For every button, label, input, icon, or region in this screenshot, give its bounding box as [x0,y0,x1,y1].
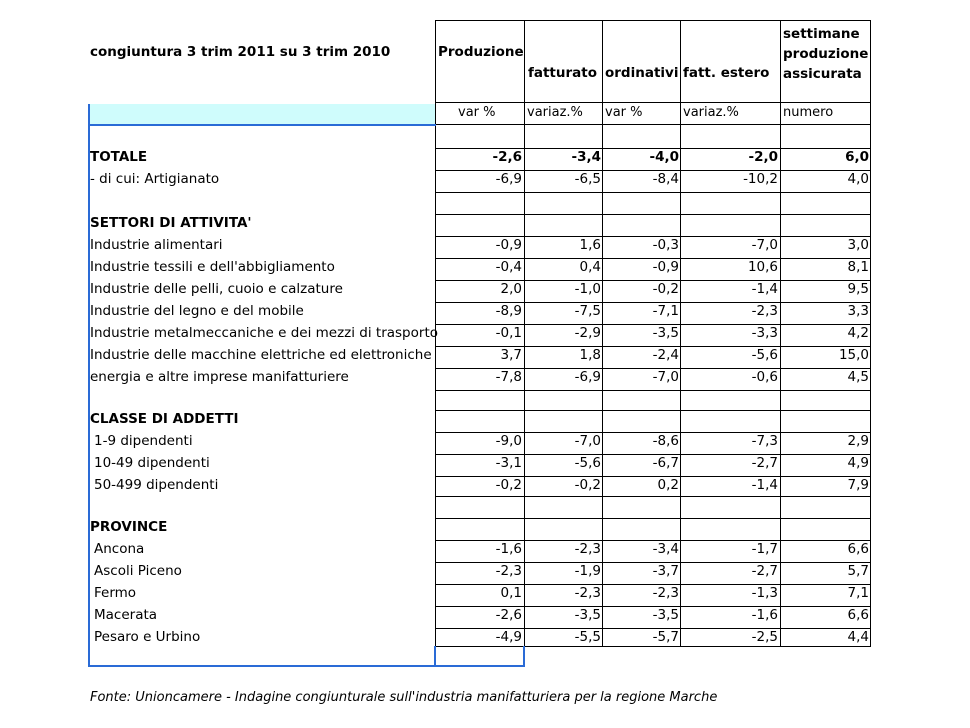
row-label: - di cui: Artigianato [90,171,220,187]
header-settimane-line3: assicurata [783,66,862,82]
cell-value: -2,0 [748,149,778,165]
cell-value: 3,0 [847,237,869,253]
cell-value: -2,9 [574,325,601,341]
row-label: Industrie metalmeccaniche e dei mezzi di trasporto [90,325,438,341]
cell-value: -2,6 [492,149,522,165]
row-label: Industrie alimentari [90,237,223,253]
cell-value: -3,7 [652,563,679,579]
row-label: Pesaro e Urbino [94,629,201,645]
cell-value: 10,6 [747,259,778,275]
cell-value: -3,3 [751,325,778,341]
unit-produzione: var % [458,105,496,120]
cell-value: 3,7 [500,347,522,363]
cell-value: 3,3 [847,303,869,319]
row-label: Ascoli Piceno [94,563,182,579]
header-fatt-estero: fatt. estero [683,65,770,81]
section-heading: CLASSE DI ADDETTI [90,411,239,427]
cell-value: 4,2 [847,325,869,341]
cell-value: -2,3 [751,303,778,319]
row-label: Industrie del legno e del mobile [90,303,304,319]
cell-value: 2,0 [500,281,522,297]
cell-value: -6,7 [652,455,679,471]
grid-hline-0 [435,20,871,21]
unit-fatt-estero: variaz.% [683,105,739,120]
cell-value: 6,0 [845,149,869,165]
cell-value: 6,6 [847,541,869,557]
cell-value: 7,9 [847,477,869,493]
cell-value: -6,9 [574,369,601,385]
header-settimane-line1: settimane [783,26,860,42]
cell-value: -10,2 [743,171,778,187]
cell-value: -4,9 [495,629,522,645]
cell-value: -2,3 [574,585,601,601]
cell-value: -7,8 [495,369,522,385]
cell-value: -1,9 [574,563,601,579]
header-ordinativi: ordinativi [605,65,679,81]
cell-value: -2,6 [495,607,522,623]
cell-value: 9,5 [847,281,869,297]
unit-settimane: numero [783,105,834,120]
cell-value: -2,3 [495,563,522,579]
cell-value: 5,7 [847,563,869,579]
cell-value: -3,4 [652,541,679,557]
cell-value: -0,9 [652,259,679,275]
grid-vline-2 [602,20,603,646]
grid-vline-1 [524,20,525,646]
grid-hline-19 [435,496,871,497]
cell-value: 1,8 [579,347,601,363]
cell-value: -3,4 [571,149,601,165]
cell-value: 4,9 [847,455,869,471]
selection-border-left [88,104,90,667]
cell-value: 0,4 [579,259,601,275]
cell-value: -2,3 [574,541,601,557]
cell-value: -5,6 [574,455,601,471]
row-label: energia e altre imprese manifatturiere [90,369,349,385]
selection-border-top [88,124,436,126]
cell-value: 1,6 [579,237,601,253]
cell-value: -9,0 [495,433,522,449]
cell-value: -0,1 [495,325,522,341]
grid-hline-20 [435,518,871,519]
source-note: Fonte: Unioncamere - Indagine congiunturale sull'industria manifatturiera per la regione Marche [90,690,718,705]
row-label: 50-499 dipendenti [94,477,219,493]
row-label: Macerata [94,607,158,623]
cell-value: -1,0 [574,281,601,297]
row-label: TOTALE [90,149,148,165]
cell-value: -0,6 [751,369,778,385]
cell-value: -1,7 [751,541,778,557]
header-fatturato: fatturato [528,65,597,81]
cell-value: -2,4 [652,347,679,363]
cell-value: -1,4 [751,477,778,493]
cell-value: -0,2 [574,477,601,493]
cell-value: -5,6 [751,347,778,363]
cell-value: 0,2 [657,477,679,493]
unit-ordinativi: var % [605,105,643,120]
cell-value: 0,1 [500,585,522,601]
grid-hline-2 [435,124,871,125]
cell-value: 8,1 [847,259,869,275]
cell-value: -0,3 [652,237,679,253]
cell-value: -3,5 [652,607,679,623]
grid-vline-4 [780,20,781,646]
row-label: Industrie delle pelli, cuoio e calzature [90,281,343,297]
grid-hline-6 [435,214,871,215]
cell-value: -8,4 [652,171,679,187]
grid-hline-15 [435,410,871,411]
grid-hline-26 [435,646,871,647]
section-heading: SETTORI DI ATTIVITA' [90,215,252,231]
cell-value: -7,1 [652,303,679,319]
section-heading: PROVINCE [90,519,168,535]
grid-hline-1 [435,102,871,103]
cell-value: -6,5 [574,171,601,187]
row-label: 10-49 dipendenti [94,455,210,471]
cell-value: 7,1 [847,585,869,601]
grid-hline-5 [435,192,871,193]
cell-value: -0,2 [495,477,522,493]
cell-value: -2,7 [751,455,778,471]
row-label: Ancona [94,541,145,557]
cell-value: -1,4 [751,281,778,297]
row-label: 1-9 dipendenti [94,433,193,449]
grid-hline-14 [435,390,871,391]
cell-value: -7,0 [751,237,778,253]
grid-vline-3 [680,20,681,646]
cell-value: -2,7 [751,563,778,579]
cell-value: -5,5 [574,629,601,645]
cell-value: -7,0 [574,433,601,449]
cell-value: -7,0 [652,369,679,385]
cell-value: -3,5 [652,325,679,341]
cell-value: -2,3 [652,585,679,601]
selection-border-cell-right [523,646,525,667]
row-label: Industrie delle macchine elettriche ed elettroniche [90,347,432,363]
header-settimane-line2: produzione [783,46,869,62]
cell-value: -0,4 [495,259,522,275]
cell-value: 4,0 [847,171,869,187]
cell-value: -6,9 [495,171,522,187]
cell-value: 2,9 [847,433,869,449]
cell-value: -1,3 [751,585,778,601]
cell-value: -1,6 [495,541,522,557]
cell-value: -8,9 [495,303,522,319]
grid-vline-5 [870,20,871,646]
cell-value: -0,2 [652,281,679,297]
cell-value: 4,4 [847,629,869,645]
cell-value: -1,6 [751,607,778,623]
selection-border-bottom [88,665,525,667]
header-produzione: Produzione [438,44,524,60]
row-label: Fermo [94,585,137,601]
cell-value: -7,3 [751,433,778,449]
cell-value: -4,0 [649,149,679,165]
cell-value: -5,7 [652,629,679,645]
unit-fatturato: variaz.% [527,105,583,120]
cell-value: -7,5 [574,303,601,319]
cell-value: -0,9 [495,237,522,253]
selection-border-cell-left [434,646,436,667]
cell-value: -2,5 [751,629,778,645]
cell-value: 4,5 [847,369,869,385]
row-label: Industrie tessili e dell'abbigliamento [90,259,335,275]
cell-value: 15,0 [838,347,869,363]
cell-value: 6,6 [847,607,869,623]
selected-cell-fill [89,104,435,124]
table-title: congiuntura 3 trim 2011 su 3 trim 2010 [90,44,391,60]
cell-value: -8,6 [652,433,679,449]
cell-value: -3,1 [495,455,522,471]
cell-value: -3,5 [574,607,601,623]
